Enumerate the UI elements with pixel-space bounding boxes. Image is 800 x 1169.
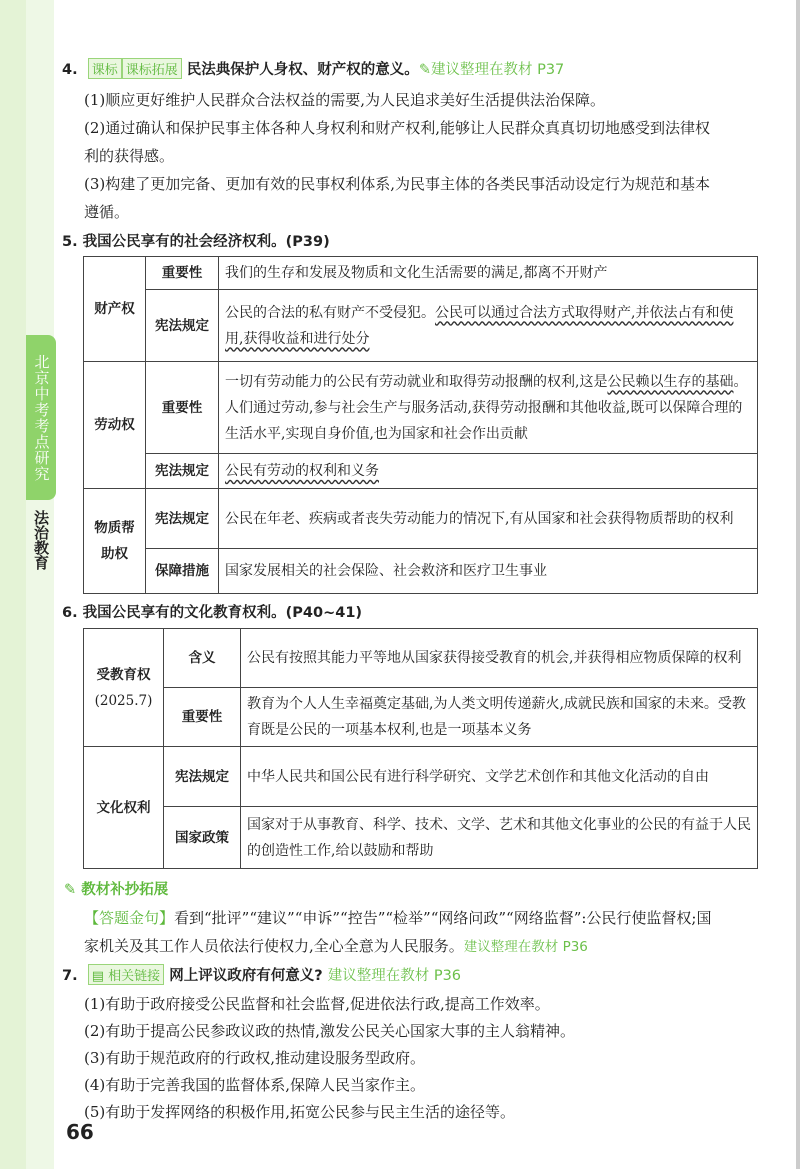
badge-related-link: ▤ 相关链接 — [88, 964, 164, 985]
side-strip — [0, 0, 26, 1169]
q4-line: 遵循。 — [84, 203, 130, 221]
q7-line: (2)有助于提高公民参政议政的热情,激发公民关心国家大事的主人翁精神。 — [84, 1022, 576, 1040]
page-edge — [796, 0, 800, 1169]
pencil-icon: ✎ — [418, 62, 431, 78]
extension-line: 【答题金句】看到“批评”“建议”“申诉”“控告”“检举”“网络问政”“网络监督”:公民行使监督权;国 — [84, 909, 712, 927]
q4-line: (3)构建了更加完备、更加有效的民事权利体系,为民事主体的各类民事活动设定行为规范和基本 — [84, 175, 711, 193]
economic-rights-table: 财产权 重要性 我们的生存和发展及物质和文化生活需要的满足,都离不开财产 宪法规定 公民的合法的私有财产不受侵犯。公民可以通过合法方式取得财产,并依法占有和使用,获得收益和进行处分 劳动权 重要性 一切有劳动能力的公民有劳动就业和取得劳动报酬的权利,这是公民赖以生存的基础。人们通过劳动,参与社会生产与服务活动,获得劳动报酬和其他收益,既可以保障合理的生活水平,实现自身价值,也为国家和社会作出贡献 宪法规定 公民有劳动的权利和义务 物质帮助权 宪法规定 公民在年老、疾病或者丧失劳动能力的情况下,有从国家和社会获得物质帮助的权利 保障措施 国家发展相关的社会保险、社会救济和医疗卫生事业 — [83, 256, 758, 594]
badge-kebiao: 课标 — [88, 58, 122, 79]
extension-heading: ✎ 教材补抄拓展 — [64, 882, 169, 898]
q7-heading: 7. ▤ 相关链接 网上评议政府有何意义? 建议整理在教材 P36 — [62, 964, 461, 985]
q4-line: (2)通过确认和保护民事主体各种人身权利和财产权利,能够让人民群众真真切切地感受到法律权 — [84, 119, 711, 137]
q4-heading: 4. 课标 课标拓展 民法典保护人身权、财产权的意义。✎建议整理在教材 P37 — [62, 58, 564, 79]
q7-line: (1)有助于政府接受公民监督和社会监督,促进依法行政,提高工作效率。 — [84, 995, 550, 1013]
q6-heading: 6. 我国公民享有的文化教育权利。(P40~41) — [62, 605, 363, 621]
extension-line: 家机关及其工作人员依法行使权力,全心全意为人民服务。建议整理在教材 P36 — [84, 937, 588, 955]
badge-kebiao-tuozhan: 课标拓展 — [122, 58, 182, 79]
subject-label: 法治教育 — [32, 510, 50, 570]
q7-line: (4)有助于完善我国的监督体系,保障人民当家作主。 — [84, 1076, 426, 1094]
side-strip-inner — [26, 0, 54, 1169]
q7-line: (5)有助于发挥网络的积极作用,拓宽公民参与民主生活的途径等。 — [84, 1103, 516, 1121]
q4-line: (1)顺应更好维护人民群众合法权益的需要,为人民追求美好生活提供法治保障。 — [84, 91, 606, 109]
q5-heading: 5. 我国公民享有的社会经济权利。(P39) — [62, 234, 330, 250]
book-icon: ▤ — [91, 969, 105, 984]
side-tab: 北京中考考点研究 — [26, 335, 56, 500]
cultural-rights-table: 受教育权 (2025.7) 含义 公民有按照其能力平等地从国家获得接受教育的机会,并获得相应物质保障的权利 重要性 教育为个人人生幸福奠定基础,为人类文明传递薪火,成就民族和国家的未来。受教育既是公民的一项基本权利,也是一项基本义务 文化权利 宪法规定 中华人民共和国公民有进行科学研究、文学艺术创作和其他文化活动的自由 国家政策 国家对于从事教育、科学、技术、文学、艺术和其他文化事业的公民的有益于人民的创造性工作,给以鼓励和帮助 — [83, 628, 758, 869]
q4-line: 利的获得感。 — [84, 147, 175, 165]
q7-line: (3)有助于规范政府的行政权,推动建设服务型政府。 — [84, 1049, 426, 1067]
pencil-icon: ✎ — [64, 882, 77, 898]
page-number: 66 — [66, 1120, 94, 1144]
